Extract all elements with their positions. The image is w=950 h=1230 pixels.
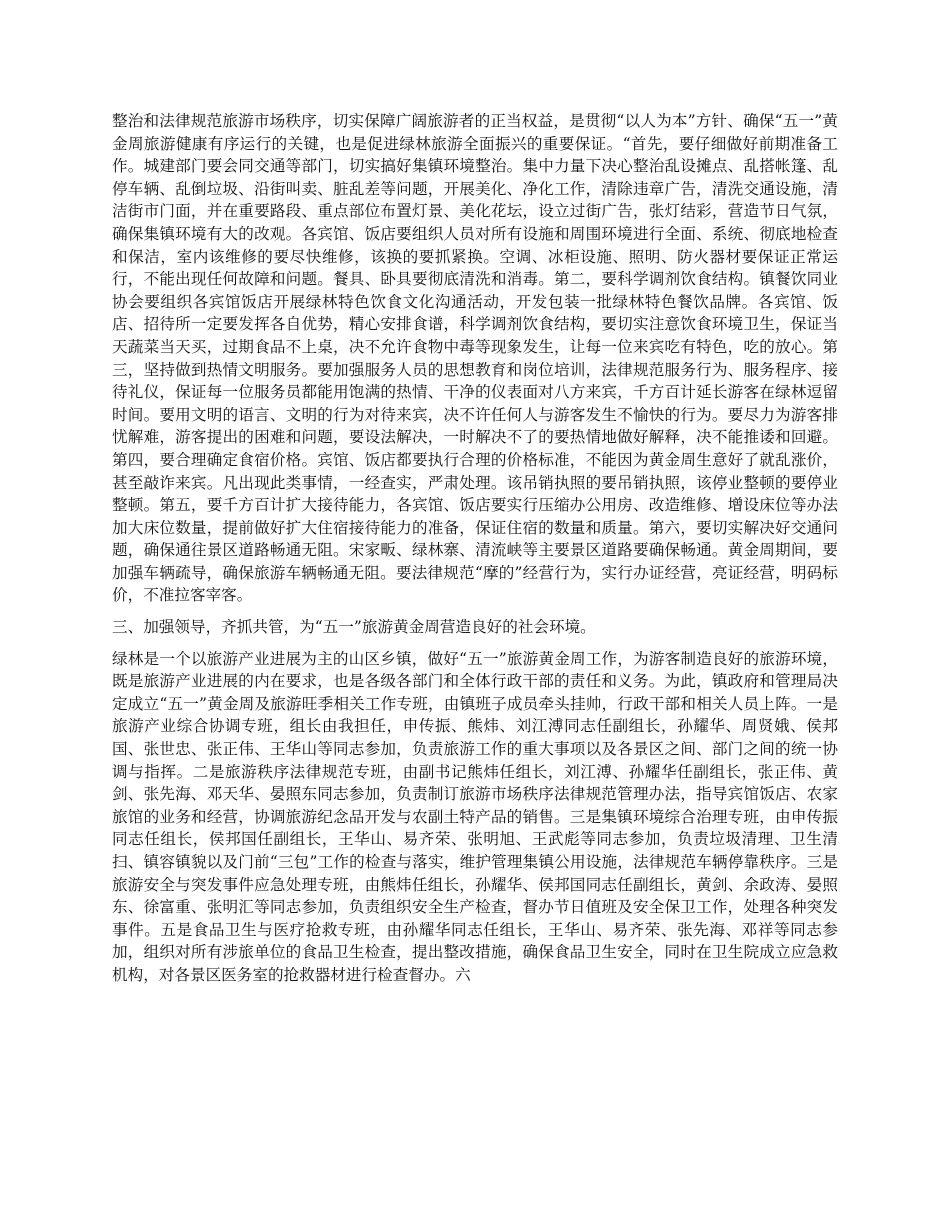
paragraph-work-teams: 绿林是一个以旅游产业进展为主的山区乡镇，做好“五一”旅游黄金周工作，为游客制造良好的旅游环境，既是旅游产业进展的内在要求，也是各级各部门和全体行政干部的责任和义务。为此，镇政府和管理局决定成立“五一”黄金周及旅游旺季相关工作专班，由镇班子成员牵头挂帅，行政干部和相关人员上阵。一是旅游产业综合协调专班，组长由我担任，申传振、熊炜、刘江溥同志任副组长，孙耀华、周贤娥、侯邦国、张世忠、张正伟、王华山等同志参加，负责旅游工作的重大事项以及各景区之间、部门之间的统一协调与指挥。二是旅游秩序法律规范专班，由副书记熊炜任组长，刘江溥、孙耀华任副组长，张正伟、黄剑、张先海、邓天华、晏照东同志参加，负责制订旅游市场秩序法律规范管理办法，指导宾馆饭店、农家旅馆的业务和经营，协调旅游纪念品开发与农副土特产品的销售。三是集镇环境综合治理专班，由申传振同志任组长，侯邦国任副组长，王华山、易齐荣、张明旭、王武彪等同志参加，负责垃圾清理、卫生清扫、镇容镇貌以及门前“三包”工作的检查与落实，维护管理集镇公用设施，法律规范车辆停靠秩序。三是旅游安全与突发事件应急处理专班，由熊炜任组长，孙耀华、侯邦国同志任副组长，黄剑、余政涛、晏照东、徐富重、张明汇等同志参加，负责组织安全生产检查，督办节日值班及安全保卫工作，处理各种突发事件。五是食品卫生与医疗抢救专班，由孙耀华同志任组长，王华山、易齐荣、张先海、邓祥等同志参加，组织对所有涉旅单位的食品卫生检查，提出整改措施，确保食品卫生安全，同时在卫生院成立应急救机构，对各景区医务室的抢救器材进行检查督办。六	[112, 649, 838, 984]
section-heading-leadership: 三、加强领导，齐抓共管，为“五一”旅游黄金周营造良好的社会环境。	[112, 618, 596, 637]
document-body	[112, 110, 838, 987]
paragraph-tourism-rectification: 整治和法律规范旅游市场秩序，切实保障广阔旅游者的正当权益，是贯彻“以人为本”方针、确保“五一”黄金周旅游健康有序运行的关键，也是促进绿林旅游全面振兴的重要保证。“首先，要仔细做好前期准备工作。城建部门要会同交通等部门，切实搞好集镇环境整治。集中力量下决心整治乱设摊点、乱搭帐篷、乱停车辆、乱倒垃圾、沿街叫卖、脏乱差等问题，开展美化、净化工作，清除违章广告，清洗交通设施，清洁街市门面，并在重要路段、重点部位布置灯景、美化花坛，设立过街广告，张灯结彩，营造节日气氛，确保集镇环境有大的改观。各宾馆、饭店要组织人员对所有设施和周围环境进行全面、系统、彻底地检查和保洁，室内该维修的要尽快维修，该换的要抓紧换。空调、冰柜设施、照明、防火器材要保证正常运行，不能出现任何故障和问题。餐具、卧具要彻底清洗和消毒。第二，要科学调剂饮食结构。镇餐饮同业协会要组织各宾馆饭店开展绿林特色饮食文化沟通活动，开发包装一批绿林特色餐饮品牌。各宾馆、饭店、招待所一定要发挥各自优势，精心安排食谱，科学调剂饮食结构，要切实注意饮食环境卫生，保证当天蔬菜当天买，过期食品不上桌，决不允许食物中毒等现象发生，让每一位来宾吃有特色，吃的放心。第三，坚持做到热情文明服务。要加强服务人员的思想教育和岗位培训，法律规范服务行为、服务程序、接待礼仪，保证每一位服务员都能用饱满的热情、干净的仪表面对八方来宾，千方百计延长游客在绿林逗留时间。要用文明的语言、文明的行为对待来宾，决不许任何人与游客发生不愉快的行为。要尽力为游客排忧解难，游客提出的困难和问题，要设法解决，一时解决不了的要热情地做好解释，决不能推诿和回避。第四，要合理确定食宿价格。宾馆、饭店都要执行合理的价格标准，不能因为黄金周生意好了就乱涨价，甚至敲诈来宾。凡出现此类事情，一经查实，严肃处理。该吊销执照的要吊销执照，该停业整顿的要停业整顿。第五，要千方百计扩大接待能力，各宾馆、饭店要实行压缩办公用房、改造维修、增设床位等办法加大床位数量，提前做好扩大住宿接待能力的准备，保证住宿的数量和质量。第六，要切实解决好交通问题，确保通往景区道路畅通无阻。宋家畈、绿林寨、清流峡等主要景区道路要确保畅通。黄金周期间，要加强车辆疏导，确保旅游车辆畅通无阻。要法律规范“摩的”经营行为，实行办证经营，亮证经营，明码标价，不准拉客宰客。	[112, 112, 838, 605]
